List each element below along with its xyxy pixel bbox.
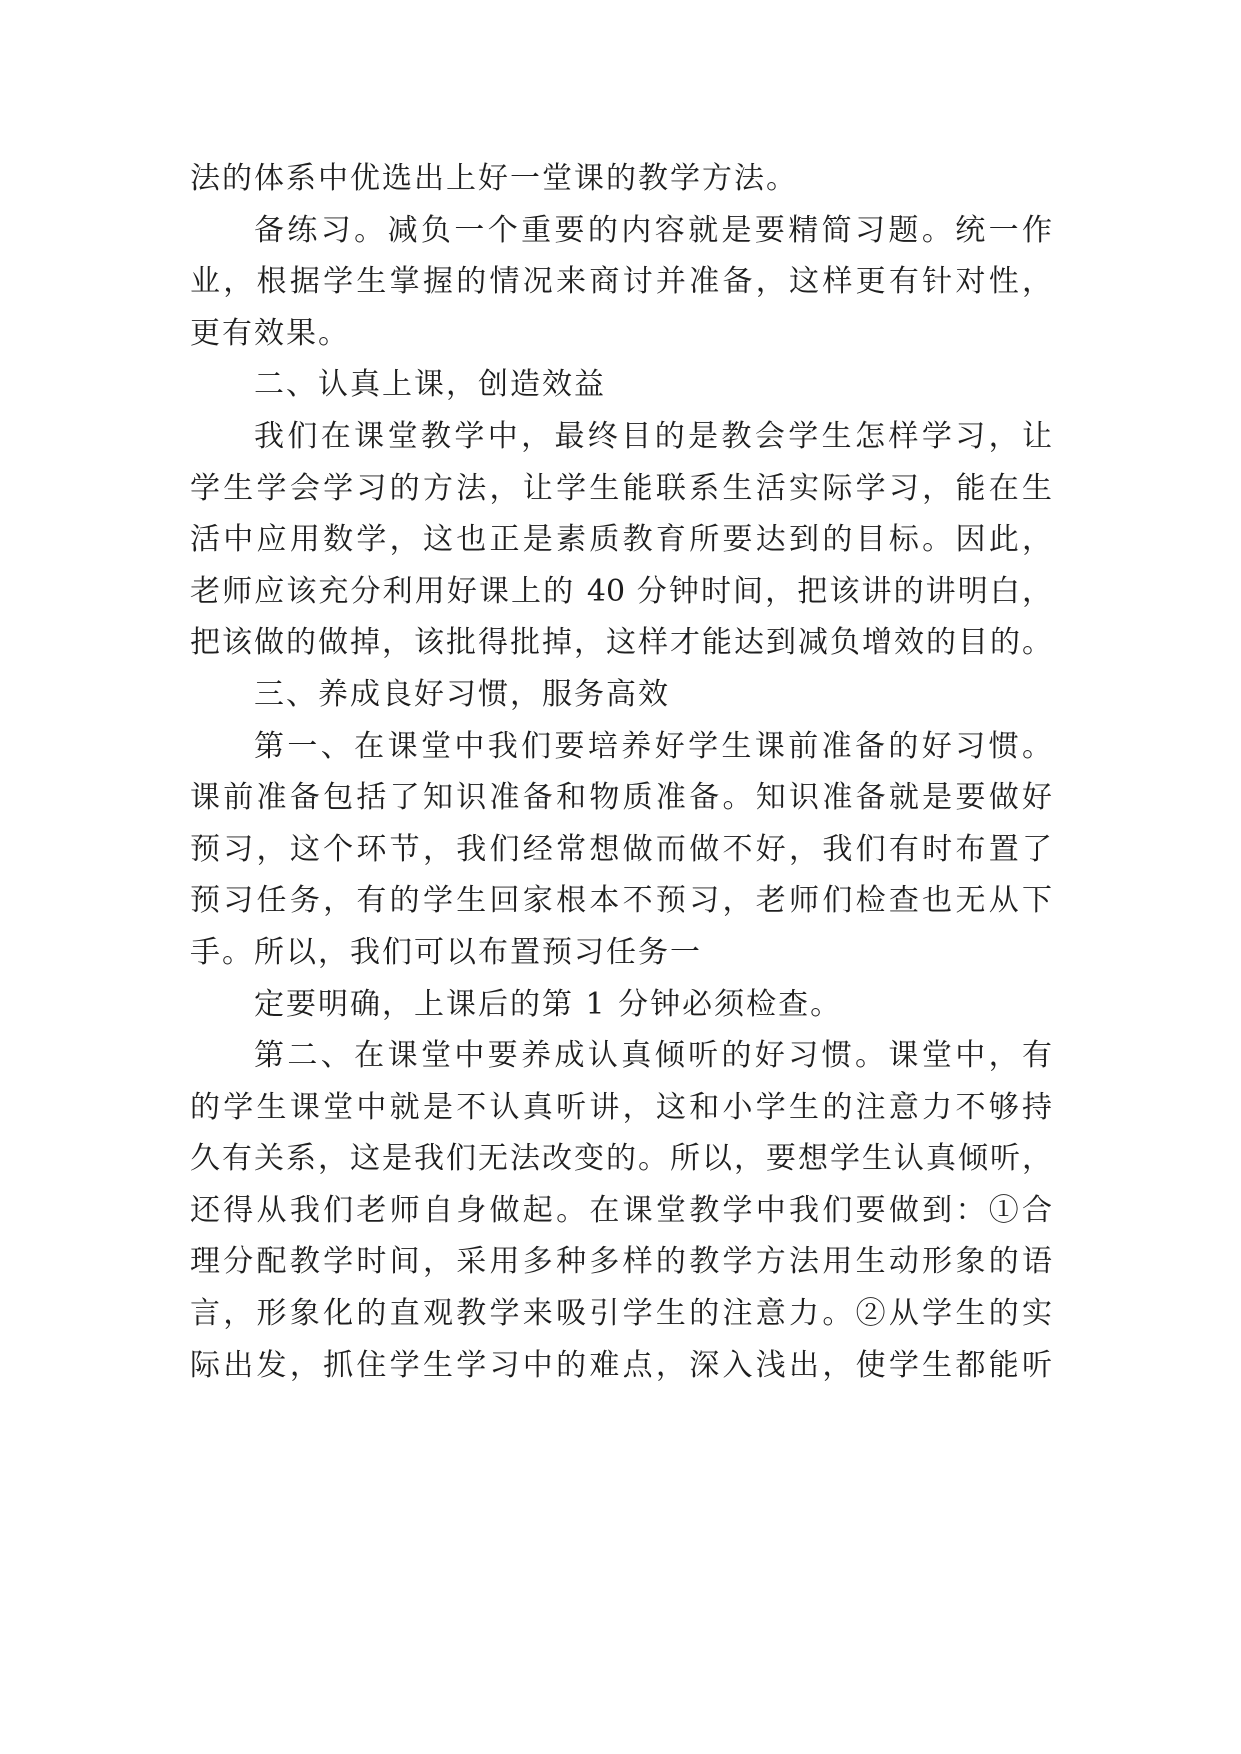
paragraph-line: 还得从我们老师自身做起。在课堂教学中我们要做到：①合 (190, 1192, 1052, 1228)
paragraph-line: 定要明确，上课后的第 1 分钟必须检查。 (254, 986, 843, 1022)
paragraph-line: 手。所以，我们可以布置预习任务一 (190, 934, 702, 970)
paragraph-line: 更有效果。 (190, 315, 350, 351)
paragraph-line: 课前准备包括了知识准备和物质准备。知识准备就是要做好 (190, 780, 1052, 816)
paragraph-line: 言，形象化的直观教学来吸引学生的注意力。②从学生的实 (190, 1296, 1052, 1332)
paragraph-line: 第二、在课堂中要养成认真倾听的好习惯。课堂中，有 (254, 1038, 1052, 1074)
paragraph-line: 把该做的做掉，该批得批掉，这样才能达到减负增效的目的。 (190, 625, 1052, 661)
paragraph-line: 际出发，抓住学生学习中的难点，深入浅出，使学生都能听 (190, 1347, 1052, 1383)
paragraph-line: 预习，这个环节，我们经常想做而做不好，我们有时布置了 (190, 831, 1052, 867)
document-body (190, 153, 1052, 1391)
paragraph-line: 活中应用数学，这也正是素质教育所要达到的目标。因此， (190, 522, 1052, 558)
paragraph-line: 备练习。减负一个重要的内容就是要精简习题。统一作 (254, 212, 1052, 248)
paragraph-line: 第一、在课堂中我们要培养好学生课前准备的好习惯。 (254, 728, 1052, 764)
paragraph-line: 老师应该充分利用好课上的 40 分钟时间，把该讲的讲明白， (190, 573, 1052, 609)
section-heading: 二、认真上课，创造效益 (254, 367, 606, 403)
paragraph-line: 我们在课堂教学中，最终目的是教会学生怎样学习，让 (254, 418, 1052, 454)
paragraph-line: 学生学会学习的方法，让学生能联系生活实际学习，能在生 (190, 470, 1052, 506)
paragraph-line: 理分配教学时间，采用多种多样的教学方法用生动形象的语 (190, 1244, 1052, 1280)
paragraph-line: 业，根据学生掌握的情况来商讨并准备，这样更有针对性， (190, 264, 1052, 300)
paragraph-line: 法的体系中优选出上好一堂课的教学方法。 (190, 161, 798, 196)
paragraph-line: 预习任务，有的学生回家根本不预习，老师们检查也无从下 (190, 883, 1052, 919)
paragraph-line: 久有关系，这是我们无法改变的。所以，要想学生认真倾听， (190, 1141, 1052, 1177)
section-heading: 三、养成良好习惯，服务高效 (254, 676, 670, 712)
paragraph-line: 的学生课堂中就是不认真听讲，这和小学生的注意力不够持 (190, 1089, 1052, 1125)
